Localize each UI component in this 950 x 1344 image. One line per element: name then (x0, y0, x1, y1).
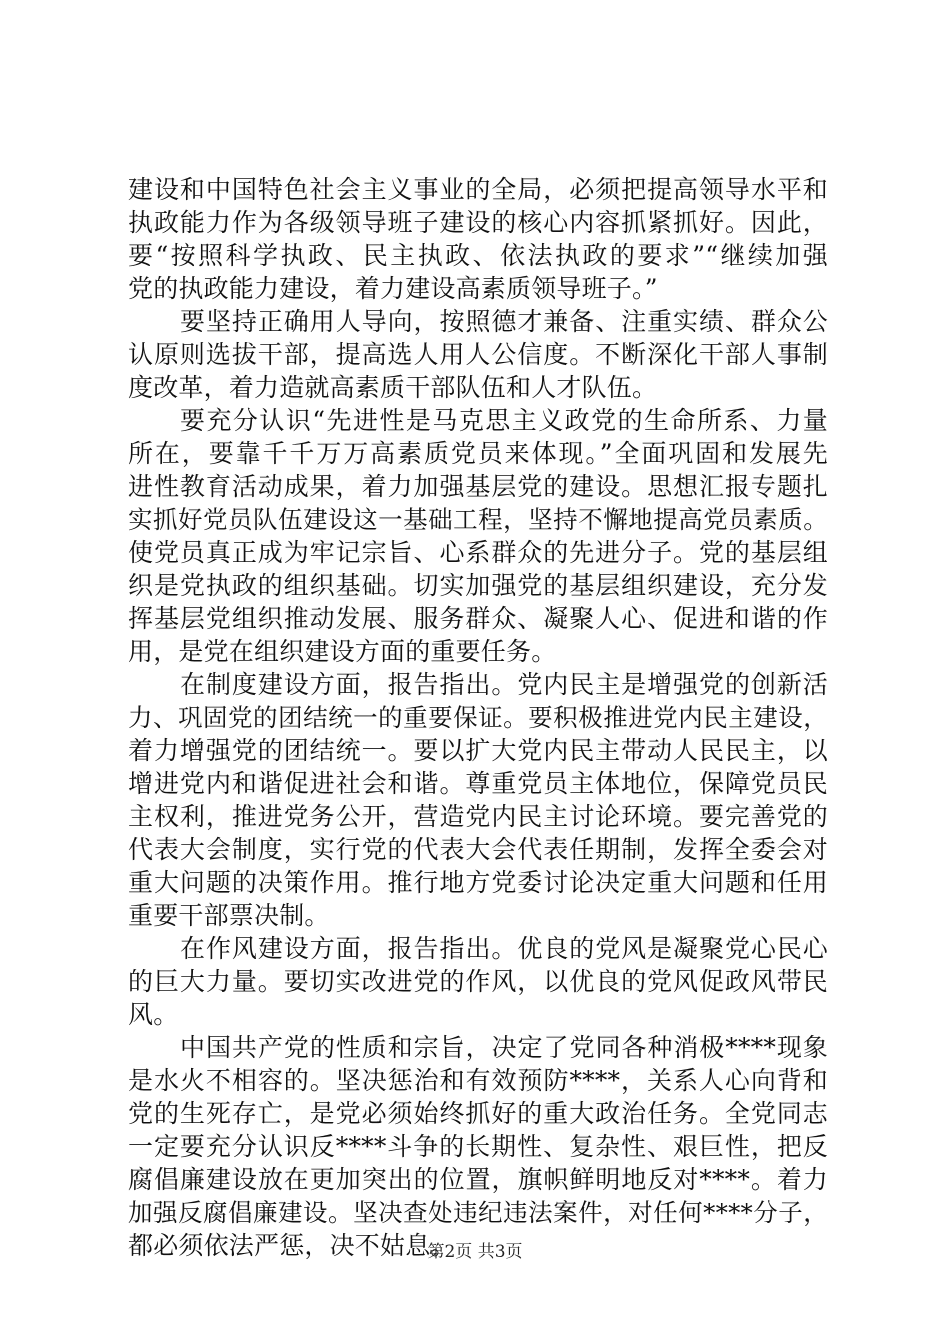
text-line: 用，是党在组织建设方面的重要任务。 (128, 637, 557, 666)
text-line: 在作风建设方面，报告指出。优良的党风是凝聚党心民心 (180, 934, 828, 963)
text-line: 都必须依法严惩，决不姑息。 (128, 1231, 456, 1260)
text-line: 使党员真正成为牢记宗旨、心系群众的先进分子。党的基层组 (128, 538, 828, 567)
text-line: 党的执政能力建设，着力建设高素质领导班子。” (128, 274, 658, 303)
document-body (128, 173, 828, 1262)
text-line: 的巨大力量。要切实改进党的作风，以优良的党风促政风带民 (128, 967, 828, 996)
text-line: 要“按照科学执政、民主执政、依法执政的要求”“继续加强 (128, 241, 828, 270)
text-line: 风。 (128, 1000, 179, 1029)
text-line: 增进党内和谐促进社会和谐。尊重党员主体地位，保障党员民 (128, 769, 828, 798)
text-line: 加强反腐倡廉建设。坚决查处违纪违法案件，对任何****分子， (128, 1198, 828, 1227)
text-line: 进性教育活动成果，着力加强基层党的建设。思想汇报专题扎 (128, 472, 828, 501)
text-line: 执政能力作为各级领导班子建设的核心内容抓紧抓好。因此， (128, 208, 828, 237)
text-line: 建设和中国特色社会主义事业的全局，必须把提高领导水平和 (128, 175, 828, 204)
text-line: 力、巩固党的团结统一的重要保证。要积极推进党内民主建设， (128, 703, 828, 732)
text-line: 要充分认识“先进性是马克思主义政党的生命所系、力量 (180, 406, 828, 435)
text-line: 认原则选拔干部，提高选人用人公信度。不断深化干部人事制 (128, 340, 828, 369)
text-line: 一定要充分认识反****斗争的长期性、复杂性、艰巨性，把反 (128, 1132, 828, 1161)
text-line: 在制度建设方面，报告指出。党内民主是增强党的创新活 (180, 670, 828, 699)
text-line: 挥基层党组织推动发展、服务群众、凝聚人心、促进和谐的作 (128, 604, 828, 633)
text-line: 织是党执政的组织基础。切实加强党的基层组织建设，充分发 (128, 571, 828, 600)
page-footer: 第2页 共3页 (427, 1242, 523, 1262)
text-line: 重大问题的决策作用。推行地方党委讨论决定重大问题和任用 (128, 868, 828, 897)
text-line: 党的生死存亡，是党必须始终抓好的重大政治任务。全党同志 (128, 1099, 828, 1128)
text-line: 所在，要靠千千万万高素质党员来体现。”全面巩固和发展先 (128, 439, 828, 468)
text-line: 是水火不相容的。坚决惩治和有效预防****，关系人心向背和 (128, 1066, 828, 1095)
text-line: 腐倡廉建设放在更加突出的位置，旗帜鲜明地反对****。着力 (128, 1165, 828, 1194)
text-line: 代表大会制度，实行党的代表大会代表任期制，发挥全委会对 (128, 835, 828, 864)
text-line: 重要干部票决制。 (128, 901, 330, 930)
text-line: 度改革，着力造就高素质干部队伍和人才队伍。 (128, 373, 658, 402)
text-line: 着力增强党的团结统一。要以扩大党内民主带动人民民主，以 (128, 736, 828, 765)
text-line: 主权利，推进党务公开，营造党内民主讨论环境。要完善党的 (128, 802, 828, 831)
text-line: 要坚持正确用人导向，按照德才兼备、注重实绩、群众公 (180, 307, 828, 336)
text-line: 实抓好党员队伍建设这一基础工程，坚持不懈地提高党员素质。 (128, 505, 828, 534)
text-line: 中国共产党的性质和宗旨，决定了党同各种消极****现象 (180, 1033, 828, 1062)
